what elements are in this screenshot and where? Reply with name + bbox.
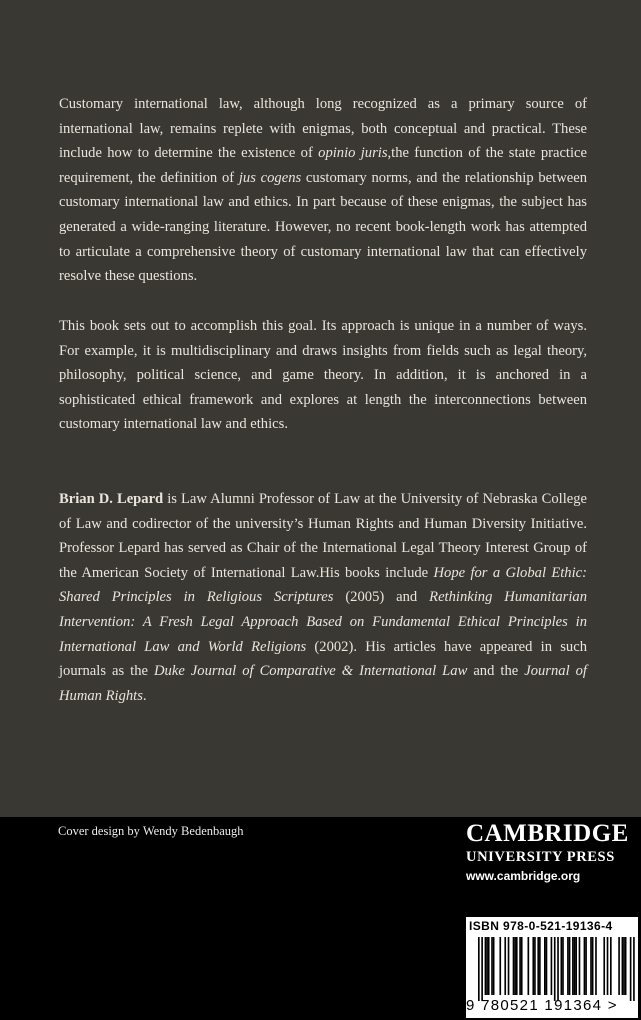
author-bio-text-c: (2002). His articles have appeared in such journals as the: [59, 638, 587, 680]
barcode-bar: [584, 937, 586, 995]
barcode-bar: [491, 937, 493, 995]
blurb-1-text-c: customary norms, and the relationship between customary international law and ethics. In part because of these enigmas, the subject has generated a wide-ranging literature. However, no recent book-length work has attempted to articulate a comprehensive theory of customary international law that can effectively resolve these questions.: [59, 169, 588, 285]
barcode-bar: [493, 937, 495, 995]
cover-footer-band: [0, 817, 641, 1020]
barcode-bar: [504, 937, 506, 995]
barcode-bar: [554, 937, 556, 1001]
author-bio-paragraph: [59, 487, 587, 708]
barcode-bar: [557, 937, 559, 1001]
barcode-bar: [499, 937, 501, 995]
barcode-bar: [537, 937, 539, 995]
journal-title-human-rights: Journal of Human Rights: [59, 663, 587, 704]
barcode-bar: [569, 937, 571, 995]
barcode-bar: [534, 937, 536, 995]
blurb-1-text-b: ,the function of the state practice requirement, the definition of: [59, 145, 587, 186]
barcode-bar: [532, 937, 534, 995]
book-title-hope-for-a-global-ethic: Hope for a Global Ethic: Shared Principles in Religious Scriptures: [59, 564, 587, 606]
publisher-name: CAMBRIDGE: [466, 820, 629, 847]
barcode-bar: [579, 937, 581, 995]
term-opinio-juris: opinio juris: [318, 145, 388, 162]
author-name: Brian D. Lepard: [59, 491, 164, 507]
barcode-bar: [485, 937, 487, 995]
barcode-bar: [478, 937, 480, 1001]
barcode-bar: [561, 937, 563, 995]
blurb-1-text-a: Customary international law, although long recognized as a primary source of international law, remains replete with enigmas, both conceptual and practical. These include how to determine the existence of: [59, 96, 587, 162]
barcode-bar: [513, 937, 515, 995]
barcode-bar: [618, 937, 620, 995]
blurb-paragraph-2: This book sets out to accomplish this goal. Its approach is unique in a number of ways. For example, it is multidisciplinary and draws insights from fields such as legal theory, philosophy, political science, and game theory. In addition, it is anchored in a sophisticated ethical framework and explores at length the interconnections between customary international law and ethics.: [59, 318, 587, 433]
author-bio-text-a: is Law Alumni Professor of Law at the University of Nebraska College of Law and codirector of the university’s Human Rights and Human Diversity Initiative. Professor Lepard has served as Chair of the International Legal Theory Interest Group of the American Society of International Law.His books include: [59, 491, 587, 581]
barcode-bar: [622, 937, 624, 995]
journal-title-duke: Duke Journal of Comparative & International Law: [154, 663, 468, 680]
publisher-url: www.cambridge.org: [466, 869, 581, 883]
author-bio-text-e: .: [142, 687, 147, 704]
term-jus-cogens: jus cogens: [238, 169, 302, 186]
barcode-bar: [610, 937, 612, 995]
book-title-rethinking-humanitarian-intervention: Rethinking Humanitarian Intervention: A Fresh Legal Approach Based on Fundamental Ethical Principles in International Law and World Religions: [59, 589, 587, 655]
barcode-panel: [466, 917, 638, 1018]
barcode-bar: [574, 937, 576, 995]
barcode-bar: [623, 937, 625, 995]
cover-design-credit: Cover design by Wendy Bedenbaugh: [58, 824, 244, 838]
barcode-bar: [630, 937, 632, 1001]
barcode-bar: [539, 937, 541, 995]
barcode-bar: [508, 937, 510, 995]
barcode-bar: [551, 937, 553, 995]
barcode-digits: 9 780521 191364 >: [466, 997, 618, 1014]
barcode-bar: [567, 937, 569, 995]
author-bio-text-b: (2005) and: [333, 589, 430, 606]
barcode-bar: [592, 937, 594, 995]
barcode-bar: [585, 937, 587, 995]
barcode-bar: [516, 937, 518, 995]
barcode-bar: [590, 937, 592, 995]
barcode-bar: [625, 937, 627, 995]
blurb-paragraph-1: [59, 92, 587, 289]
author-bio-text-d: and the: [467, 663, 525, 680]
barcode-bar: [572, 937, 574, 995]
barcode-bar: [528, 937, 530, 995]
barcode-bar: [607, 937, 609, 995]
barcode-bar: [486, 937, 488, 995]
publisher-logo: [466, 817, 638, 885]
barcode-bar: [595, 937, 597, 995]
barcode-bar: [481, 937, 483, 1001]
publisher-subtitle: UNIVERSITY PRESS: [466, 849, 615, 865]
barcode-bar: [546, 937, 548, 995]
barcode-bar: [603, 937, 605, 995]
barcode-bar: [544, 937, 546, 995]
barcode-bar: [633, 937, 635, 1001]
barcode-bar: [514, 937, 516, 995]
barcode-bar: [519, 937, 521, 995]
isbn-label: ISBN 978-0-521-19136-4: [469, 919, 613, 933]
barcode-bar: [575, 937, 577, 995]
barcode-bar: [521, 937, 523, 995]
barcode-bar: [562, 937, 564, 995]
barcode-bar: [488, 937, 490, 995]
